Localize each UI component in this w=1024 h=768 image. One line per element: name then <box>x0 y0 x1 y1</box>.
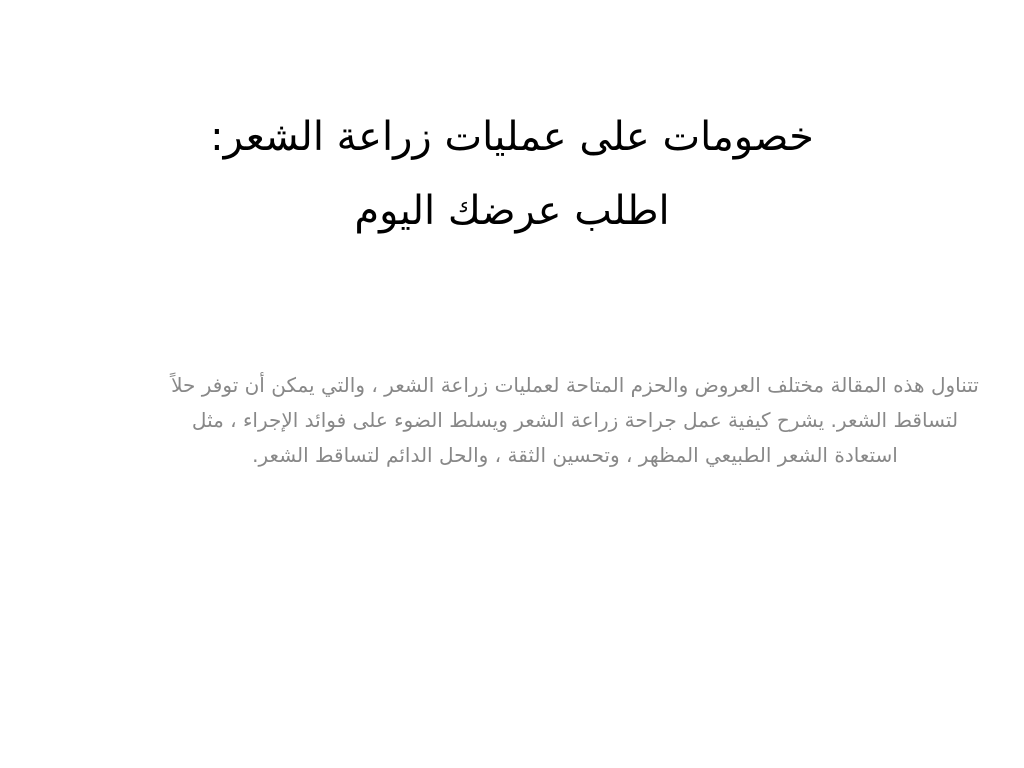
slide-title-line-1: خصومات على عمليات زراعة الشعر: <box>210 114 814 160</box>
slide-body-text: تتناول هذه المقالة مختلف العروض والحزم المتاحة لعمليات زراعة الشعر ، والتي يمكن أن توفر حلاً لتساقط الشعر. يشرح كيفية عمل جراحة زراعة الشعر ويسلط الضوء على فوائد الإجراء ، مثل استعادة الشعر الطبيعي المظهر ، وتحسين الثقة ، والحل الدائم لتساقط الشعر. <box>171 373 979 467</box>
slide-title-line-2: اطلب عرضك اليوم <box>354 188 670 234</box>
slide-title <box>110 100 914 248</box>
